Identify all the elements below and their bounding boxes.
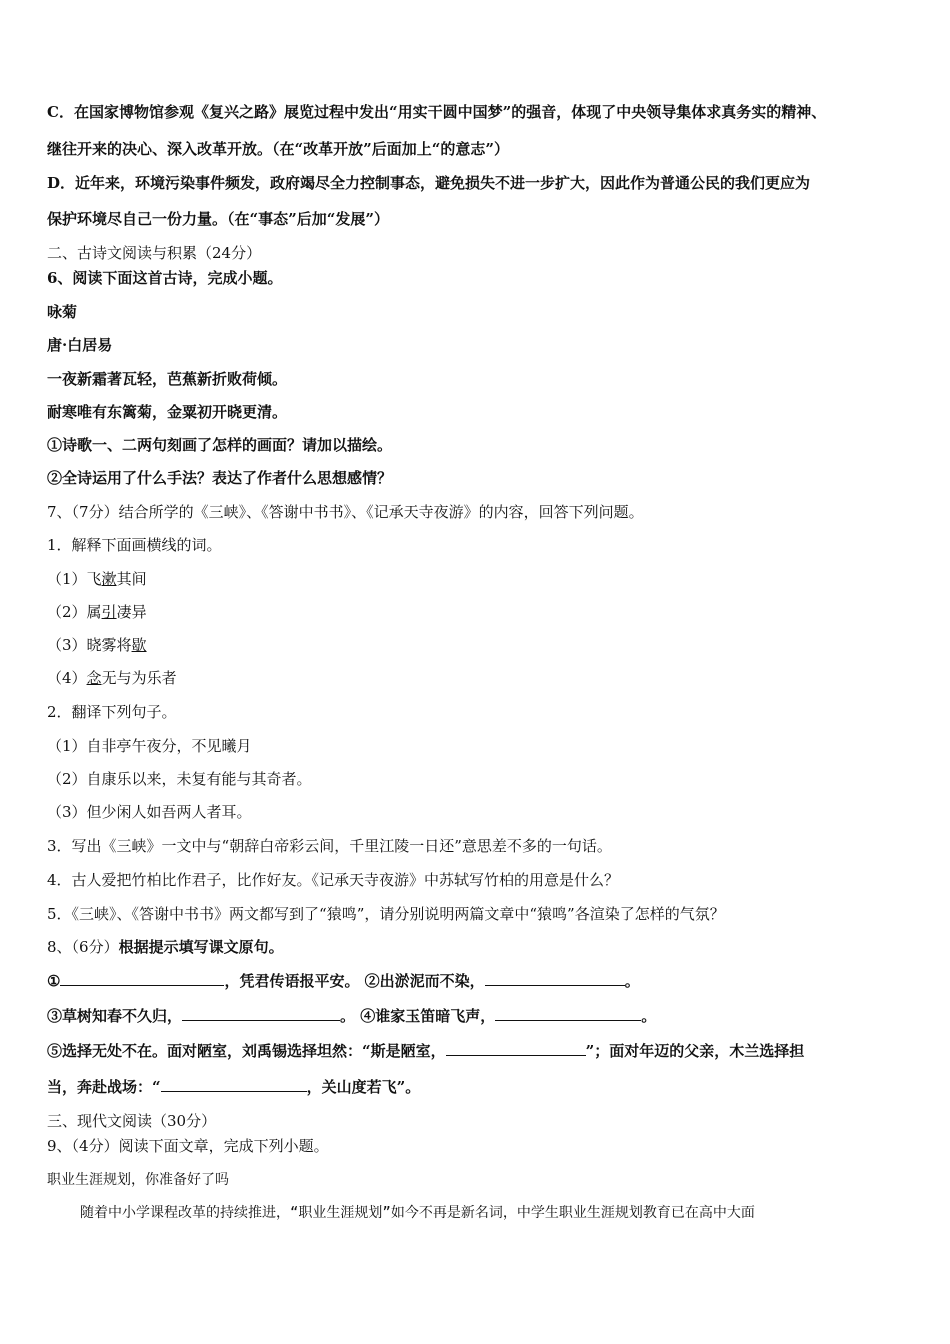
option-d-line-1: D．近年来，环境污染事件频发，政府竭尽全力控制事态，避免损失不进一步扩大，因此作为普通公民的我们更应为 bbox=[47, 174, 811, 192]
question-7-1-item-2 bbox=[47, 602, 147, 622]
fill-line-2 bbox=[47, 1006, 656, 1026]
underlined-word: 漱 bbox=[101, 570, 117, 588]
question-6-2: ②全诗运用了什么手法？表达了作者什么思想感情？ bbox=[47, 469, 393, 487]
question-7-4: 4．古人爱把竹柏比作君子，比作好友。《记承天寺夜游》中苏轼写竹柏的用意是什么？ bbox=[47, 871, 620, 889]
section-3-heading: 三、现代文阅读（30分） bbox=[47, 1112, 217, 1130]
fill-text: ，关山度若飞”。 bbox=[306, 1078, 421, 1096]
fill-text: ，凭君传语报平安。 ②出淤泥而不染， bbox=[224, 972, 485, 990]
poem-title: 咏菊 bbox=[47, 303, 78, 321]
poem-line-2: 耐寒唯有东篱菊，金粟初开晓更清。 bbox=[47, 403, 288, 421]
question-7-1-item-3 bbox=[47, 635, 147, 655]
fill-blank[interactable] bbox=[495, 1006, 641, 1021]
item-suffix: 凄异 bbox=[116, 603, 147, 621]
question-7-2-item-3: （3）但少闲人如吾两人者耳。 bbox=[47, 803, 252, 821]
article-paragraph-1: 随着中小学课程改革的持续推进，“职业生涯规划”如今不再是新名词，中学生职业生涯规划教育已在高中大面 bbox=[80, 1205, 755, 1221]
fill-blank[interactable] bbox=[446, 1041, 586, 1056]
fill-line-1 bbox=[47, 971, 640, 991]
question-7-5: 5．《三峡》、《答谢中书书》两文都写到了“猿鸣”，请分别说明两篇文章中“猿鸣”各渲染了怎样的气氛？ bbox=[47, 905, 725, 923]
question-7-2: 2．翻译下列句子。 bbox=[47, 703, 177, 721]
question-7-3: 3．写出《三峡》一文中与“朝辞白帝彩云间，千里江陵一日还”意思差不多的一句话。 bbox=[47, 837, 612, 855]
question-6-prompt: 6、阅读下面这首古诗，完成小题。 bbox=[47, 269, 283, 287]
fill-blank[interactable] bbox=[60, 971, 224, 986]
fill-label: ① bbox=[47, 972, 61, 990]
article-title: 职业生涯规划，你准备好了吗 bbox=[47, 1172, 229, 1188]
poem-line-1: 一夜新霜著瓦轻，芭蕉新折败荷倾。 bbox=[47, 370, 288, 388]
fill-text: ③草树知春不久归， bbox=[47, 1007, 183, 1025]
question-7-2-item-1: （1）自非亭午夜分，不见曦月 bbox=[47, 737, 252, 755]
question-8-score: 8、（6分） bbox=[47, 938, 119, 956]
fill-line-3 bbox=[47, 1041, 804, 1061]
item-prefix: （3）晓雾将 bbox=[47, 636, 132, 654]
item-prefix: （2）属 bbox=[47, 603, 102, 621]
underlined-word: 引 bbox=[101, 603, 117, 621]
question-7-1-item-1 bbox=[47, 569, 147, 589]
item-suffix: 其间 bbox=[116, 570, 147, 588]
option-c-line-2: 继往开来的决心、深入改革开放。（在“改革开放”后面加上“的意志”） bbox=[47, 140, 510, 158]
fill-text: ”；面对年迈的父亲，木兰选择担 bbox=[585, 1042, 805, 1060]
fill-text: 。 bbox=[624, 972, 640, 990]
fill-text: 当，奔赴战场：“ bbox=[47, 1078, 161, 1096]
fill-blank[interactable] bbox=[182, 1006, 340, 1021]
section-2-heading: 二、古诗文阅读与积累（24分） bbox=[47, 244, 262, 262]
underlined-word: 念 bbox=[86, 669, 102, 687]
item-suffix: 无与为乐者 bbox=[101, 669, 177, 687]
option-c-line-1: C．在国家博物馆参观《复兴之路》展览过程中发出“用实干圆中国梦”的强音，体现了中央领导集体求真务实的精神、 bbox=[47, 103, 827, 121]
underlined-word: 歇 bbox=[131, 636, 147, 654]
item-prefix: （4） bbox=[47, 669, 87, 687]
fill-blank[interactable] bbox=[161, 1077, 307, 1092]
question-6-1: ①诗歌一、二两句刻画了怎样的画面？请加以描绘。 bbox=[47, 436, 393, 454]
question-7-prompt: 7、（7分）结合所学的《三峡》、《答谢中书书》、《记承天寺夜游》的内容，回答下列问题。 bbox=[47, 503, 644, 521]
fill-blank[interactable] bbox=[485, 971, 625, 986]
fill-text: 。 ④谁家玉笛暗飞声， bbox=[340, 1007, 496, 1025]
fill-text: ⑤选择无处不在。面对陋室，刘禹锡选择坦然：“斯是陋室， bbox=[47, 1042, 446, 1060]
fill-text: 。 bbox=[641, 1007, 657, 1025]
question-8-instruction: 根据提示填写课文原句。 bbox=[118, 938, 284, 956]
question-7-1: 1．解释下面画横线的词。 bbox=[47, 536, 222, 554]
poem-author: 唐·白居易 bbox=[47, 336, 113, 354]
question-7-2-item-2: （2）自康乐以来，未复有能与其奇者。 bbox=[47, 770, 312, 788]
item-prefix: （1）飞 bbox=[47, 570, 102, 588]
fill-line-4 bbox=[47, 1077, 420, 1097]
question-9-prompt: 9、（4分）阅读下面文章，完成下列小题。 bbox=[47, 1137, 329, 1155]
option-d-line-2: 保护环境尽自己一份力量。（在“事态”后加“发展”） bbox=[47, 210, 390, 228]
question-8-prompt bbox=[47, 937, 284, 957]
question-7-1-item-4 bbox=[47, 668, 177, 688]
